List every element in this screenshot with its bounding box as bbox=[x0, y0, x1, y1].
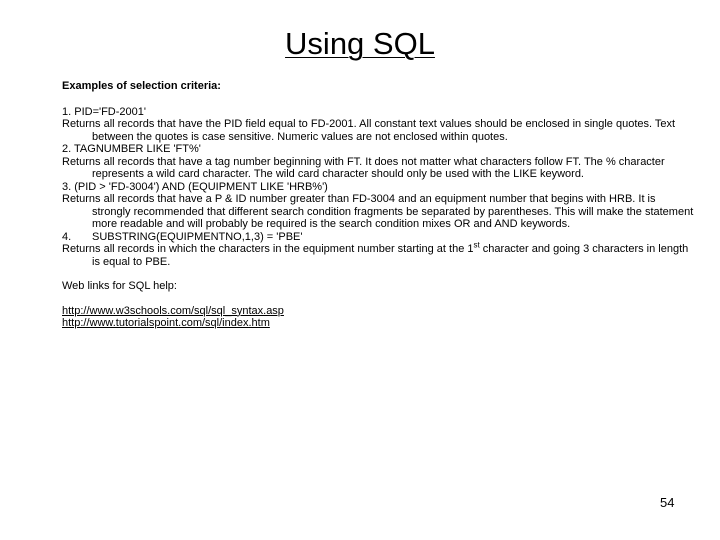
slide-title bbox=[0, 24, 720, 64]
link-w3schools[interactable]: http://www.w3schools.com/sql/sql_syntax.asp bbox=[62, 304, 284, 317]
link-tutorialspoint[interactable]: http://www.tutorialspoint.com/sql/index.htm bbox=[62, 317, 270, 329]
example-4-description bbox=[62, 240, 694, 268]
example-4-code-line bbox=[62, 231, 694, 244]
spacer bbox=[62, 293, 694, 305]
example-4-description-after: character and going 3 characters in length is equal to PBE. bbox=[92, 243, 689, 268]
spacer bbox=[62, 268, 694, 280]
example-3-description: Returns all records that have a P & ID number greater than FD-3004 and an equipment number that begins with HRB. It is strongly recommended that different search condition fragments be separated by parentheses. This will make the statement more readable and will probably be required is the search condition mixes OR and AND keywords. bbox=[62, 193, 694, 230]
example-1-code: 1. PID='FD-2001' bbox=[62, 105, 146, 118]
example-1-description: Returns all records that have the PID field equal to FD-2001. All constant text values should be enclosed in single quotes. Text between the quotes is case sensitive. Numeric values are not enclosed within quotes. bbox=[62, 118, 676, 143]
slide-content bbox=[62, 80, 694, 330]
section-heading: Examples of selection criteria: bbox=[62, 80, 221, 92]
example-4-code: SUBSTRING(EQUIPMENTNO,1,3) = 'PBE' bbox=[92, 230, 303, 243]
web-links-list bbox=[62, 305, 694, 330]
slide-title-text: Using SQL bbox=[285, 26, 435, 61]
page-number: 54 bbox=[660, 495, 675, 510]
example-2-code: 2. TAGNUMBER LIKE 'FT%' bbox=[62, 143, 201, 155]
example-4-number: 4. bbox=[62, 230, 72, 243]
web-links-heading: Web links for SQL help: bbox=[62, 280, 177, 292]
example-4-description-before: Returns all records in which the characters in the equipment number starting at the 1 bbox=[62, 243, 474, 255]
example-2-description: Returns all records that have a tag number beginning with FT. It does not matter what characters follow FT. The % character represents a wild card character. The wild card character should only be used with the LIKE keyword. bbox=[62, 155, 665, 180]
example-4-description-superscript: st bbox=[473, 240, 480, 250]
example-3-code: 3. (PID > 'FD-3004') AND (EQUIPMENT LIKE 'HRB%') bbox=[62, 180, 328, 193]
